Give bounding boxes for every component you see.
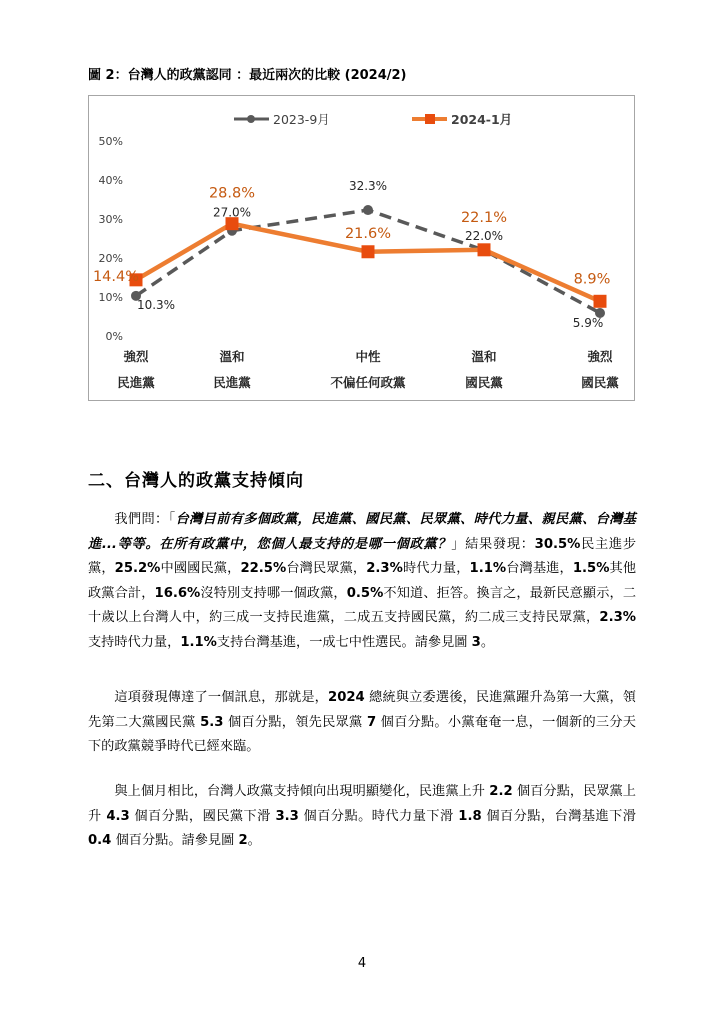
p1-value: 1.1% <box>180 634 217 650</box>
y-tick-label: 50% <box>98 135 123 148</box>
p1-value: 16.6% <box>154 585 201 601</box>
legend-label-2024-1: 2024-1月 <box>451 112 513 127</box>
data-label-2024-1: 21.6% <box>344 225 392 242</box>
x-tick-label: 中性 <box>355 349 381 364</box>
x-tick-label: 強烈 <box>123 349 149 364</box>
p1-text: 台灣民眾黨， <box>286 561 367 576</box>
p1-value: 0.5% <box>346 585 384 601</box>
data-point-2024-1 <box>362 245 375 258</box>
p1-text: 我們問：「 <box>114 512 176 527</box>
x-tick-label: 國民黨 <box>465 375 503 390</box>
p1-text: 沒特別支持哪一個政黨， <box>200 585 347 601</box>
legend-marker-2024-1 <box>425 114 435 124</box>
p1-text: 」結果發現： <box>451 536 535 552</box>
page-number: 4 <box>357 956 367 971</box>
p2-value: 5.3 <box>200 714 224 730</box>
p1-value: 1.5% <box>572 561 610 576</box>
p1-value: 30.5% <box>534 536 581 552</box>
x-tick-label: 民進黨 <box>117 375 155 390</box>
p3-text: 個百分點。請參見圖 <box>111 833 239 848</box>
y-tick-label: 30% <box>98 213 123 226</box>
p2-text: 個百分點。小黨奄奄一息，一個新的三分天下的政黨競爭時代已經來臨。 <box>88 714 636 754</box>
p2-value: 7 <box>366 714 377 730</box>
data-point-2023-9 <box>363 205 373 215</box>
p1-text: 台灣基進， <box>506 561 573 576</box>
legend-label-2023-9: 2023-9月 <box>273 112 330 127</box>
p3-value: 0.4 <box>88 833 112 848</box>
data-label-2024-1: 22.1% <box>460 209 508 226</box>
data-label-2023-9: 32.3% <box>348 179 388 194</box>
p3-text: 個百分點，台灣基進下滑 <box>481 808 636 824</box>
y-tick-label: 20% <box>98 252 123 265</box>
data-label-2024-1: 14.4% <box>92 268 140 285</box>
p2-text: 個百分點，領先民眾黨 <box>223 714 367 730</box>
y-tick-label: 0% <box>105 330 123 343</box>
p1-text: 中國國民黨， <box>160 561 241 576</box>
data-label-2023-9: 27.0% <box>212 205 252 220</box>
p3-text: 。 <box>247 833 261 848</box>
data-label-2023-9: 22.0% <box>464 229 504 244</box>
p2-text: 這項發現傳達了一個訊息，那就是， <box>114 690 329 705</box>
legend-marker-2023-9 <box>247 115 255 123</box>
p1-value: 1.1% <box>469 561 507 576</box>
p1-question: 台灣目前有多個政黨，民進黨、國民黨、民眾黨、時代力量、親民黨、台灣基進...等等。在所有政黨中，您個人最支持的是哪一個政黨？ <box>88 512 636 552</box>
chart-canvas <box>89 96 636 402</box>
p3-figure-ref: 2 <box>238 833 248 848</box>
p3-value: 4.3 <box>106 808 130 824</box>
p1-text: 民主進步黨， <box>88 536 637 576</box>
paragraph-2 <box>88 686 636 760</box>
p3-value: 3.3 <box>275 808 299 824</box>
x-tick-label: 國民黨 <box>581 375 619 390</box>
data-label-2024-1: 8.9% <box>573 271 611 288</box>
p1-value: 22.5% <box>240 561 287 576</box>
x-tick-label: 民進黨 <box>213 375 251 390</box>
data-label-2024-1: 28.8% <box>208 185 256 202</box>
data-label-2023-9: 10.3% <box>136 297 176 312</box>
x-tick-label: 不偏任何政黨 <box>330 375 406 390</box>
y-tick-label: 10% <box>98 291 123 304</box>
p1-figure-ref: 3 <box>471 634 481 650</box>
x-tick-label: 溫和 <box>471 349 497 364</box>
paragraph-3 <box>88 780 636 854</box>
p3-value: 1.8 <box>458 808 482 824</box>
data-label-2023-9: 5.9% <box>572 315 604 330</box>
p1-text: 支持台灣基進，一成七中性選民。請參見圖 <box>216 634 472 650</box>
p1-value: 2.3% <box>599 610 636 625</box>
p3-text: 與上個月相比，台灣人政黨支持傾向出現明顯變化，民進黨上升 <box>114 784 490 799</box>
p1-value: 2.3% <box>366 561 403 576</box>
p3-text: 個百分點。時代力量下滑 <box>298 808 459 824</box>
x-tick-label: 溫和 <box>219 349 245 364</box>
y-tick-label: 40% <box>98 174 123 187</box>
p1-text: 其他政黨合計， <box>88 561 637 601</box>
x-tick-label: 強烈 <box>587 349 613 364</box>
data-point-2024-1 <box>594 295 607 308</box>
p1-text: 支持時代力量， <box>88 634 181 650</box>
p3-text: 個百分點，民眾黨上升 <box>88 784 636 824</box>
p1-text: 不知道、拒答。換言之，最新民意顯示，二十歲以上台灣人中，約三成一支持民進黨，二成五支持國民黨，約二成三支持民眾黨， <box>88 585 637 625</box>
p2-value: 2024 <box>328 690 365 705</box>
p1-text: 。 <box>480 634 495 650</box>
p1-text: 時代力量， <box>402 561 470 576</box>
paragraph-1 <box>88 508 636 655</box>
p2-text: 總統與立委選後，民進黨躍升為第一大黨，領先第二大黨國民黨 <box>88 690 636 730</box>
p3-text: 個百分點，國民黨下滑 <box>129 808 276 824</box>
party-identification-chart <box>88 95 635 401</box>
section-heading: 二、台灣人的政黨支持傾向 <box>88 471 304 491</box>
p1-value: 25.2% <box>114 561 161 576</box>
p3-value: 2.2 <box>489 784 513 799</box>
data-point-2024-1 <box>478 243 491 256</box>
figure-caption: 圖 2：台灣人的政黨認同 ：最近兩次的比較 (2024/2) <box>88 68 407 83</box>
